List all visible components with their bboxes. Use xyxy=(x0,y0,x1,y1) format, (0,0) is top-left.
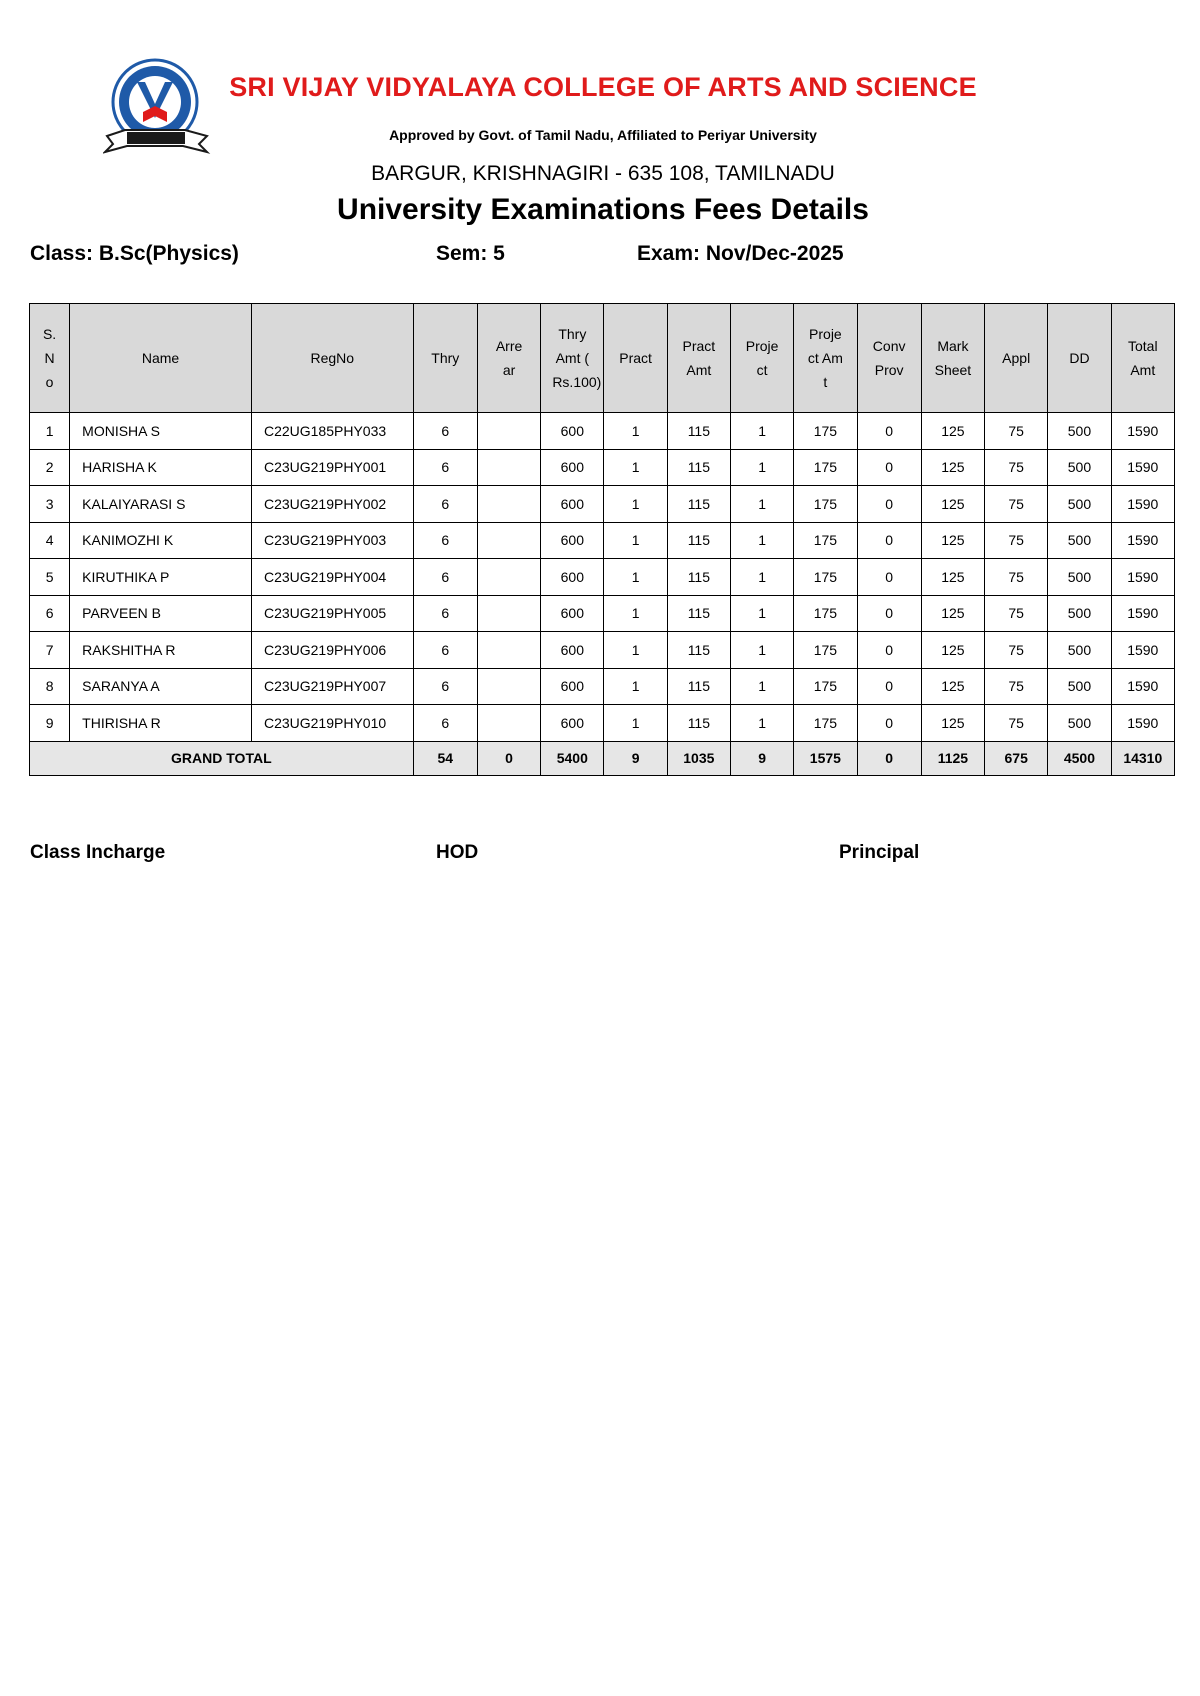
table-row xyxy=(30,522,1175,559)
cell-project: 1 xyxy=(730,449,793,486)
col-header-name: Name xyxy=(70,304,252,413)
cell-thry-amt: 600 xyxy=(541,559,604,596)
cell-thry-amt: 600 xyxy=(541,486,604,523)
principal-signature: Principal xyxy=(839,842,920,863)
cell-sno: 6 xyxy=(30,595,70,632)
cell-pract-amt: 115 xyxy=(667,595,730,632)
cell-total-amt: 1590 xyxy=(1111,668,1174,705)
cell-pract: 1 xyxy=(604,449,667,486)
cell-total-amt: 1590 xyxy=(1111,449,1174,486)
cell-sno: 1 xyxy=(30,413,70,450)
cell-project-amt: 175 xyxy=(794,632,857,669)
cell-mark-sheet: 125 xyxy=(921,522,984,559)
cell-mark-sheet: 125 xyxy=(921,413,984,450)
col-header-regno: RegNo xyxy=(251,304,413,413)
cell-pract: 1 xyxy=(604,522,667,559)
table-header-row xyxy=(30,304,1175,413)
cell-regno: C23UG219PHY006 xyxy=(251,632,413,669)
col-header-pract-amt: Pract Amt xyxy=(667,304,730,413)
cell-pract-amt: 115 xyxy=(667,632,730,669)
page-title: University Examinations Fees Details xyxy=(337,193,869,226)
cell-arrear xyxy=(477,522,540,559)
cell-project-amt: 175 xyxy=(794,486,857,523)
cell-mark-sheet: 125 xyxy=(921,486,984,523)
table-row xyxy=(30,632,1175,669)
cell-thry: 6 xyxy=(413,486,477,523)
cell-regno: C23UG219PHY002 xyxy=(251,486,413,523)
cell-thry: 6 xyxy=(413,632,477,669)
cell-arrear xyxy=(477,595,540,632)
cell-name: HARISHA K xyxy=(70,449,252,486)
cell-pract-amt: 115 xyxy=(667,413,730,450)
cell-pract-amt: 115 xyxy=(667,486,730,523)
college-address: BARGUR, KRISHNAGIRI - 635 108, TAMILNADU xyxy=(371,162,835,185)
cell-regno: C23UG219PHY004 xyxy=(251,559,413,596)
total-conv-prov: 0 xyxy=(857,741,921,775)
cell-arrear xyxy=(477,413,540,450)
cell-mark-sheet: 125 xyxy=(921,449,984,486)
cell-pract: 1 xyxy=(604,559,667,596)
cell-project: 1 xyxy=(730,595,793,632)
cell-project-amt: 175 xyxy=(794,668,857,705)
cell-appl: 75 xyxy=(985,595,1048,632)
cell-regno: C23UG219PHY005 xyxy=(251,595,413,632)
cell-appl: 75 xyxy=(985,413,1048,450)
cell-sno: 9 xyxy=(30,705,70,742)
cell-name: KIRUTHIKA P xyxy=(70,559,252,596)
grand-total-label: GRAND TOTAL xyxy=(30,741,414,775)
cell-appl: 75 xyxy=(985,559,1048,596)
table-row xyxy=(30,413,1175,450)
cell-appl: 75 xyxy=(985,705,1048,742)
cell-thry-amt: 600 xyxy=(541,522,604,559)
class-incharge-signature: Class Incharge xyxy=(30,842,166,863)
cell-project: 1 xyxy=(730,705,793,742)
cell-total-amt: 1590 xyxy=(1111,632,1174,669)
cell-conv-prov: 0 xyxy=(857,522,921,559)
cell-thry-amt: 600 xyxy=(541,449,604,486)
table-row xyxy=(30,705,1175,742)
cell-dd: 500 xyxy=(1048,559,1111,596)
cell-regno: C23UG219PHY007 xyxy=(251,668,413,705)
cell-appl: 75 xyxy=(985,632,1048,669)
cell-conv-prov: 0 xyxy=(857,449,921,486)
college-name: SRI VIJAY VIDYALAYA COLLEGE OF ARTS AND SCIENCE xyxy=(229,72,977,102)
cell-dd: 500 xyxy=(1048,413,1111,450)
cell-project-amt: 175 xyxy=(794,449,857,486)
cell-total-amt: 1590 xyxy=(1111,522,1174,559)
cell-regno: C23UG219PHY010 xyxy=(251,705,413,742)
cell-conv-prov: 0 xyxy=(857,413,921,450)
cell-mark-sheet: 125 xyxy=(921,632,984,669)
col-header-sno: S.No xyxy=(30,304,70,413)
col-header-appl: Appl xyxy=(985,304,1048,413)
cell-dd: 500 xyxy=(1048,595,1111,632)
cell-regno: C22UG185PHY033 xyxy=(251,413,413,450)
cell-arrear xyxy=(477,632,540,669)
cell-pract-amt: 115 xyxy=(667,705,730,742)
cell-project: 1 xyxy=(730,668,793,705)
cell-dd: 500 xyxy=(1048,668,1111,705)
hod-signature: HOD xyxy=(436,842,479,863)
table-row xyxy=(30,595,1175,632)
cell-total-amt: 1590 xyxy=(1111,705,1174,742)
fees-table xyxy=(29,303,1175,776)
cell-thry-amt: 600 xyxy=(541,705,604,742)
total-thry-amt: 5400 xyxy=(541,741,604,775)
col-header-pract: Pract xyxy=(604,304,667,413)
cell-appl: 75 xyxy=(985,486,1048,523)
cell-arrear xyxy=(477,449,540,486)
cell-regno: C23UG219PHY001 xyxy=(251,449,413,486)
total-pract: 9 xyxy=(604,741,667,775)
cell-thry: 6 xyxy=(413,705,477,742)
cell-pract-amt: 115 xyxy=(667,559,730,596)
cell-sno: 5 xyxy=(30,559,70,596)
cell-thry-amt: 600 xyxy=(541,668,604,705)
cell-project: 1 xyxy=(730,632,793,669)
cell-conv-prov: 0 xyxy=(857,595,921,632)
cell-pract: 1 xyxy=(604,705,667,742)
cell-arrear xyxy=(477,668,540,705)
cell-pract: 1 xyxy=(604,413,667,450)
cell-appl: 75 xyxy=(985,522,1048,559)
col-header-project-amt: Project Amt xyxy=(794,304,857,413)
cell-thry: 6 xyxy=(413,559,477,596)
cell-thry: 6 xyxy=(413,449,477,486)
cell-pract-amt: 115 xyxy=(667,522,730,559)
cell-appl: 75 xyxy=(985,449,1048,486)
cell-regno: C23UG219PHY003 xyxy=(251,522,413,559)
table-row xyxy=(30,559,1175,596)
col-header-thry: Thry xyxy=(413,304,477,413)
cell-name: KANIMOZHI K xyxy=(70,522,252,559)
total-appl: 675 xyxy=(985,741,1048,775)
total-arrear: 0 xyxy=(477,741,540,775)
col-header-thry-amt: Thry Amt ( Rs.100) xyxy=(541,304,604,413)
class-label: Class: B.Sc(Physics) xyxy=(30,242,239,265)
col-header-project: Project xyxy=(730,304,793,413)
cell-project-amt: 175 xyxy=(794,705,857,742)
cell-conv-prov: 0 xyxy=(857,632,921,669)
cell-conv-prov: 0 xyxy=(857,705,921,742)
cell-mark-sheet: 125 xyxy=(921,668,984,705)
total-mark-sheet: 1125 xyxy=(921,741,984,775)
cell-conv-prov: 0 xyxy=(857,668,921,705)
cell-sno: 2 xyxy=(30,449,70,486)
cell-total-amt: 1590 xyxy=(1111,486,1174,523)
cell-name: PARVEEN B xyxy=(70,595,252,632)
cell-dd: 500 xyxy=(1048,705,1111,742)
col-header-conv-prov: Conv Prov xyxy=(857,304,921,413)
cell-dd: 500 xyxy=(1048,522,1111,559)
cell-project-amt: 175 xyxy=(794,559,857,596)
cell-thry-amt: 600 xyxy=(541,595,604,632)
col-header-mark-sheet: Mark Sheet xyxy=(921,304,984,413)
cell-project: 1 xyxy=(730,413,793,450)
cell-thry: 6 xyxy=(413,668,477,705)
cell-pract-amt: 115 xyxy=(667,449,730,486)
total-total-amt: 14310 xyxy=(1111,741,1174,775)
cell-pract-amt: 115 xyxy=(667,668,730,705)
cell-project: 1 xyxy=(730,522,793,559)
total-project-amt: 1575 xyxy=(794,741,857,775)
cell-thry: 6 xyxy=(413,522,477,559)
cell-pract: 1 xyxy=(604,632,667,669)
cell-project: 1 xyxy=(730,559,793,596)
cell-pract: 1 xyxy=(604,595,667,632)
total-dd: 4500 xyxy=(1048,741,1111,775)
table-row xyxy=(30,486,1175,523)
cell-thry: 6 xyxy=(413,413,477,450)
cell-mark-sheet: 125 xyxy=(921,595,984,632)
cell-thry-amt: 600 xyxy=(541,413,604,450)
cell-mark-sheet: 125 xyxy=(921,705,984,742)
cell-project-amt: 175 xyxy=(794,595,857,632)
cell-dd: 500 xyxy=(1048,449,1111,486)
cell-sno: 3 xyxy=(30,486,70,523)
table-row xyxy=(30,449,1175,486)
cell-name: RAKSHITHA R xyxy=(70,632,252,669)
cell-pract: 1 xyxy=(604,486,667,523)
col-header-total-amt: Total Amt xyxy=(1111,304,1174,413)
approval-text: Approved by Govt. of Tamil Nadu, Affiliated to Periyar University xyxy=(389,127,817,143)
cell-sno: 4 xyxy=(30,522,70,559)
cell-project: 1 xyxy=(730,486,793,523)
cell-dd: 500 xyxy=(1048,632,1111,669)
cell-sno: 7 xyxy=(30,632,70,669)
grand-total-row xyxy=(30,741,1175,775)
cell-conv-prov: 0 xyxy=(857,486,921,523)
cell-total-amt: 1590 xyxy=(1111,559,1174,596)
table-row xyxy=(30,668,1175,705)
col-header-arrear: Arrear xyxy=(477,304,540,413)
cell-name: KALAIYARASI S xyxy=(70,486,252,523)
cell-appl: 75 xyxy=(985,668,1048,705)
cell-conv-prov: 0 xyxy=(857,559,921,596)
total-project: 9 xyxy=(730,741,793,775)
cell-name: THIRISHA R xyxy=(70,705,252,742)
cell-name: SARANYA A xyxy=(70,668,252,705)
cell-pract: 1 xyxy=(604,668,667,705)
cell-total-amt: 1590 xyxy=(1111,413,1174,450)
cell-thry-amt: 600 xyxy=(541,632,604,669)
cell-thry: 6 xyxy=(413,595,477,632)
cell-total-amt: 1590 xyxy=(1111,595,1174,632)
cell-project-amt: 175 xyxy=(794,522,857,559)
exam-label: Exam: Nov/Dec-2025 xyxy=(637,242,844,265)
cell-arrear xyxy=(477,705,540,742)
cell-arrear xyxy=(477,486,540,523)
total-thry: 54 xyxy=(413,741,477,775)
cell-project-amt: 175 xyxy=(794,413,857,450)
cell-sno: 8 xyxy=(30,668,70,705)
cell-dd: 500 xyxy=(1048,486,1111,523)
cell-mark-sheet: 125 xyxy=(921,559,984,596)
col-header-dd: DD xyxy=(1048,304,1111,413)
sem-label: Sem: 5 xyxy=(436,242,505,265)
cell-arrear xyxy=(477,559,540,596)
total-pract-amt: 1035 xyxy=(667,741,730,775)
cell-name: MONISHA S xyxy=(70,413,252,450)
